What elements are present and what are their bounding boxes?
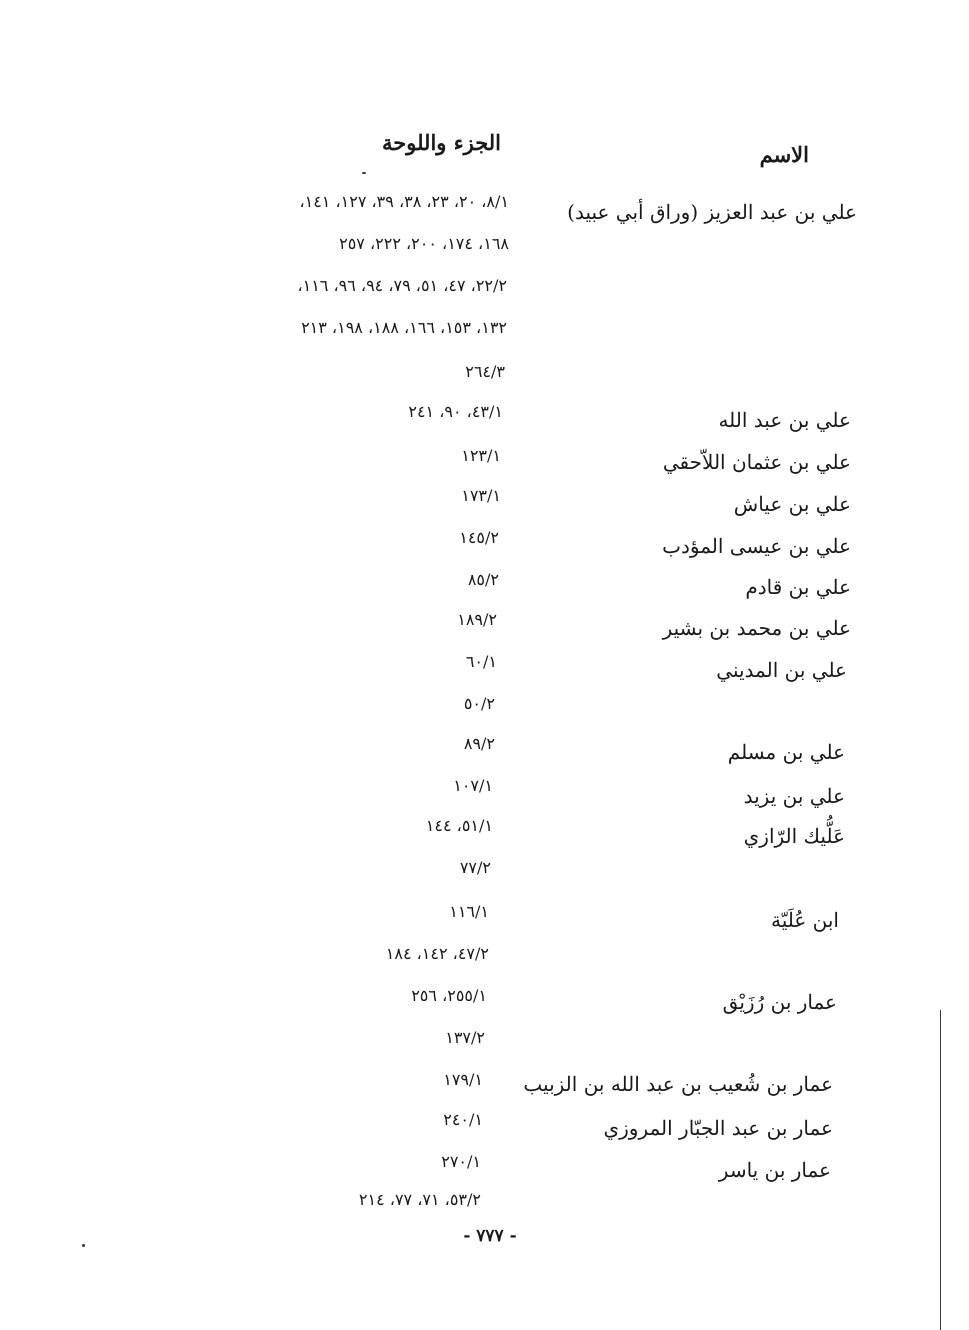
name-entry: علي بن عبد الله xyxy=(718,408,851,432)
volume-plate-ref: ١٦٨، ١٧٤، ٢٠٠، ٢٢٢، ٢٥٧ xyxy=(339,234,509,253)
name-entry: علي بن يزيد xyxy=(743,784,845,808)
volume-plate-column-header: الجزء واللوحة xyxy=(382,130,501,155)
name-column-header: الاسم xyxy=(759,142,809,167)
name-entry: علي بن محمد بن بشير xyxy=(662,616,851,640)
volume-plate-ref: ١٣٢، ١٥٣، ١٦٦، ١٨٨، ١٩٨، ٢١٣ xyxy=(301,318,507,337)
volume-plate-ref: ٥٣/٢، ٧١، ٧٧، ٢١٤ xyxy=(358,1190,481,1209)
page-number: - ٧٧٧ - xyxy=(463,1226,517,1246)
name-entry: علي بن قادم xyxy=(745,575,851,599)
volume-plate-ref: ١٨٩/٢ xyxy=(457,610,497,629)
name-entry: علي بن عثمان اللاّحقي xyxy=(662,450,851,474)
name-entry: علي بن مسلم xyxy=(727,740,845,764)
name-entry: علي بن المديني xyxy=(716,658,847,682)
volume-plate-ref: ٢٢/٢، ٤٧، ٥١، ٧٩، ٩٤، ٩٦، ١١٦، xyxy=(297,276,507,295)
volume-plate-ref: ١٤٥/٢ xyxy=(459,528,499,547)
volume-plate-ref: ٨/١، ٢٠، ٢٣، ٣٨، ٣٩، ١٢٧، ١٤١، xyxy=(299,192,509,211)
name-entry: عمار بن شُعيب بن عبد الله بن الزبيب xyxy=(523,1072,833,1096)
volume-plate-ref: ٧٧/٢ xyxy=(459,858,491,877)
name-entry: عَلُّيك الرّازي xyxy=(743,824,845,848)
scan-speck xyxy=(82,1244,85,1247)
volume-plate-ref: ١٧٣/١ xyxy=(461,486,501,505)
volume-plate-ref: ٦٠/١ xyxy=(465,652,497,671)
name-entry: عمار بن عبد الجبّار المروزي xyxy=(603,1116,833,1140)
volume-plate-ref: ٢٥٥/١، ٢٥٦ xyxy=(411,986,487,1005)
volume-plate-ref: ١٠٧/١ xyxy=(453,776,493,795)
name-entry: علي بن عبد العزيز (وراق أبي عبيد) xyxy=(567,200,857,224)
volume-plate-ref: ٢٤٠/١ xyxy=(443,1110,483,1129)
volume-plate-ref: ٨٩/٢ xyxy=(463,734,495,753)
name-entry: ابن عُلَيّة xyxy=(770,908,839,932)
volume-plate-ref: ٨٥/٢ xyxy=(467,570,499,589)
volume-plate-ref: ٥١/١، ١٤٤ xyxy=(425,816,493,835)
name-entry: علي بن عيسى المؤدب xyxy=(662,534,851,558)
volume-plate-ref: ٤٣/١، ٩٠، ٢٤١ xyxy=(408,402,503,421)
volume-plate-ref: ٢٦٤/٣ xyxy=(465,362,505,381)
volume-plate-ref: ١٣٧/٢ xyxy=(445,1028,485,1047)
volume-plate-ref: ١٧٩/١ xyxy=(443,1070,483,1089)
volume-plate-ref: ٥٠/٢ xyxy=(463,694,495,713)
scan-edge-line xyxy=(940,1010,941,1330)
name-entry: علي بن عياش xyxy=(733,492,851,516)
volume-plate-ref: ٢٧٠/١ xyxy=(441,1152,481,1171)
volume-plate-ref: ١١٦/١ xyxy=(449,902,489,921)
name-entry: عمار بن رُزَيْق xyxy=(722,990,837,1014)
volume-plate-ref: ١٢٣/١ xyxy=(461,446,501,465)
volume-plate-ref: ٤٧/٢، ١٤٢، ١٨٤ xyxy=(385,944,489,963)
name-entry: عمار بن ياسر xyxy=(718,1158,831,1182)
scan-speck xyxy=(362,172,366,174)
